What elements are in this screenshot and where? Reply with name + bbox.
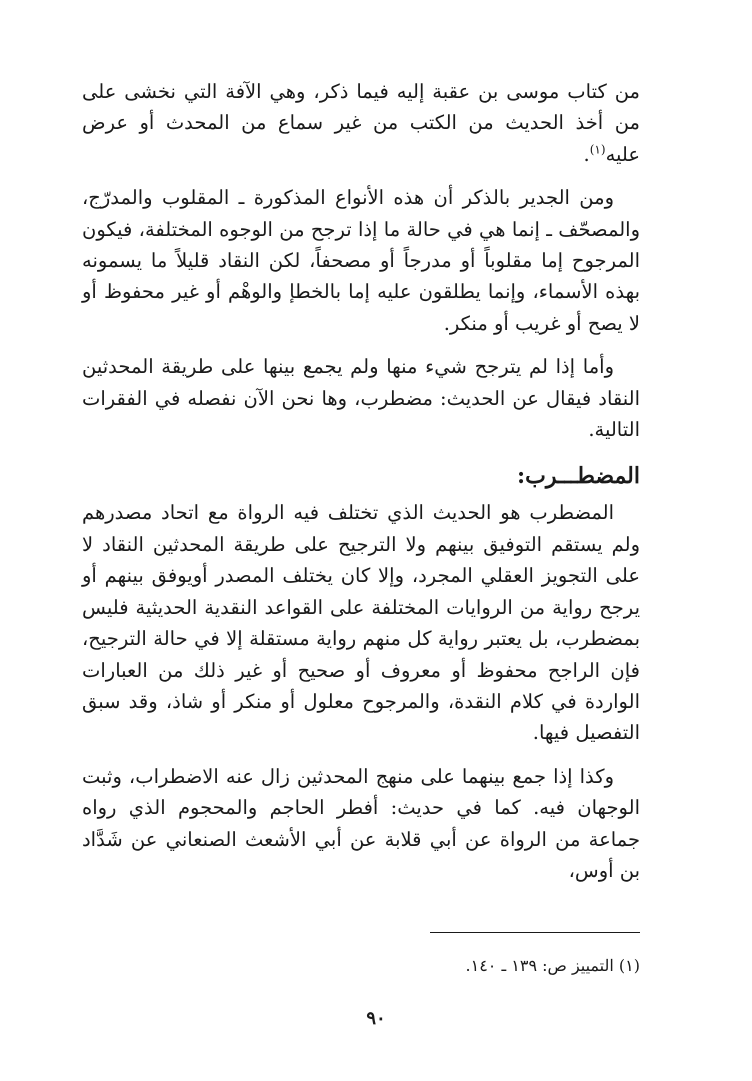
paragraph-1-text: من كتاب موسى بن عقبة إليه فيما ذكر، وهي الآفة التي نخشى على من أخذ الحديث من الكتب من غير سماع من المحدث أو عرض عليه: [82, 80, 640, 166]
paragraph-2: ومن الجدير بالذكر أن هذه الأنواع المذكورة ـ المقلوب والمدرّج، والمصحّف ـ إنما هي في حالة ما إذا ترجح من الوجوه المختلفة، فيكون المرجوح إما مقلوباً أو مدرجاً أو مصحفاً، لكن النقاد قليلاً ما يسمونه بهذه الأسماء، وإنما يطلقون عليه إما بالخطإ والوهْم أو غير محفوظ أو لا يصح أو غريب أو منكر.: [82, 186, 640, 335]
paragraph-1: [82, 76, 640, 170]
footnote-ref: (١): [589, 142, 606, 157]
page-number: ٩٠: [366, 1008, 386, 1029]
paragraph-4: المضطرب هو الحديث الذي تختلف فيه الرواة مع اتحاد مصدرهم ولم يستقم التوفيق بينهم ولا الترجيح على طريقة المحدثين النقاد لا على التجويز العقلي المجرد، وإلا كان يختلف المصدر أويوفق بينهم أو يرجح رواية من الروايات المختلفة على القواعد النقدية الحديثية فليس بمضطرب، بل يعتبر رواية كل منهم رواية مستقلة إلا في حالة الترجيح، فإن الراجح محفوظ أو معروف أو صحيح أو غير ذلك من العبارات الواردة في كلام النقدة، والمرجوح معلول أو منكر أو شاذ، وقد سبق التفصيل فيها.: [82, 501, 640, 745]
footnote: (١) التمييز ص: ١٣٩ ـ ١٤٠.: [465, 956, 640, 975]
footnote-divider: [430, 932, 640, 933]
paragraph-1-end: .: [583, 142, 590, 166]
body-text: [82, 76, 640, 886]
paragraph-5: وكذا إذا جمع بينهما على منهج المحدثين زال عنه الاضطراب، وثبت الوجهان فيه. كما في حديث: أفطر الحاجم والمحجوم الذي رواه جماعة من الرواة عن أبي قلابة عن أبي الأشعث الصنعاني عن شَدَّاد بن أوس،: [82, 764, 640, 882]
section-heading: المضطـــرب:: [517, 463, 640, 490]
paragraph-3: وأما إذا لم يترجح شيء منها ولم يجمع بينها على طريقة المحدثين النقاد فيقال عن الحديث: مضطرب، وها نحن الآن نفصله في الفقرات التالية.: [82, 355, 640, 442]
